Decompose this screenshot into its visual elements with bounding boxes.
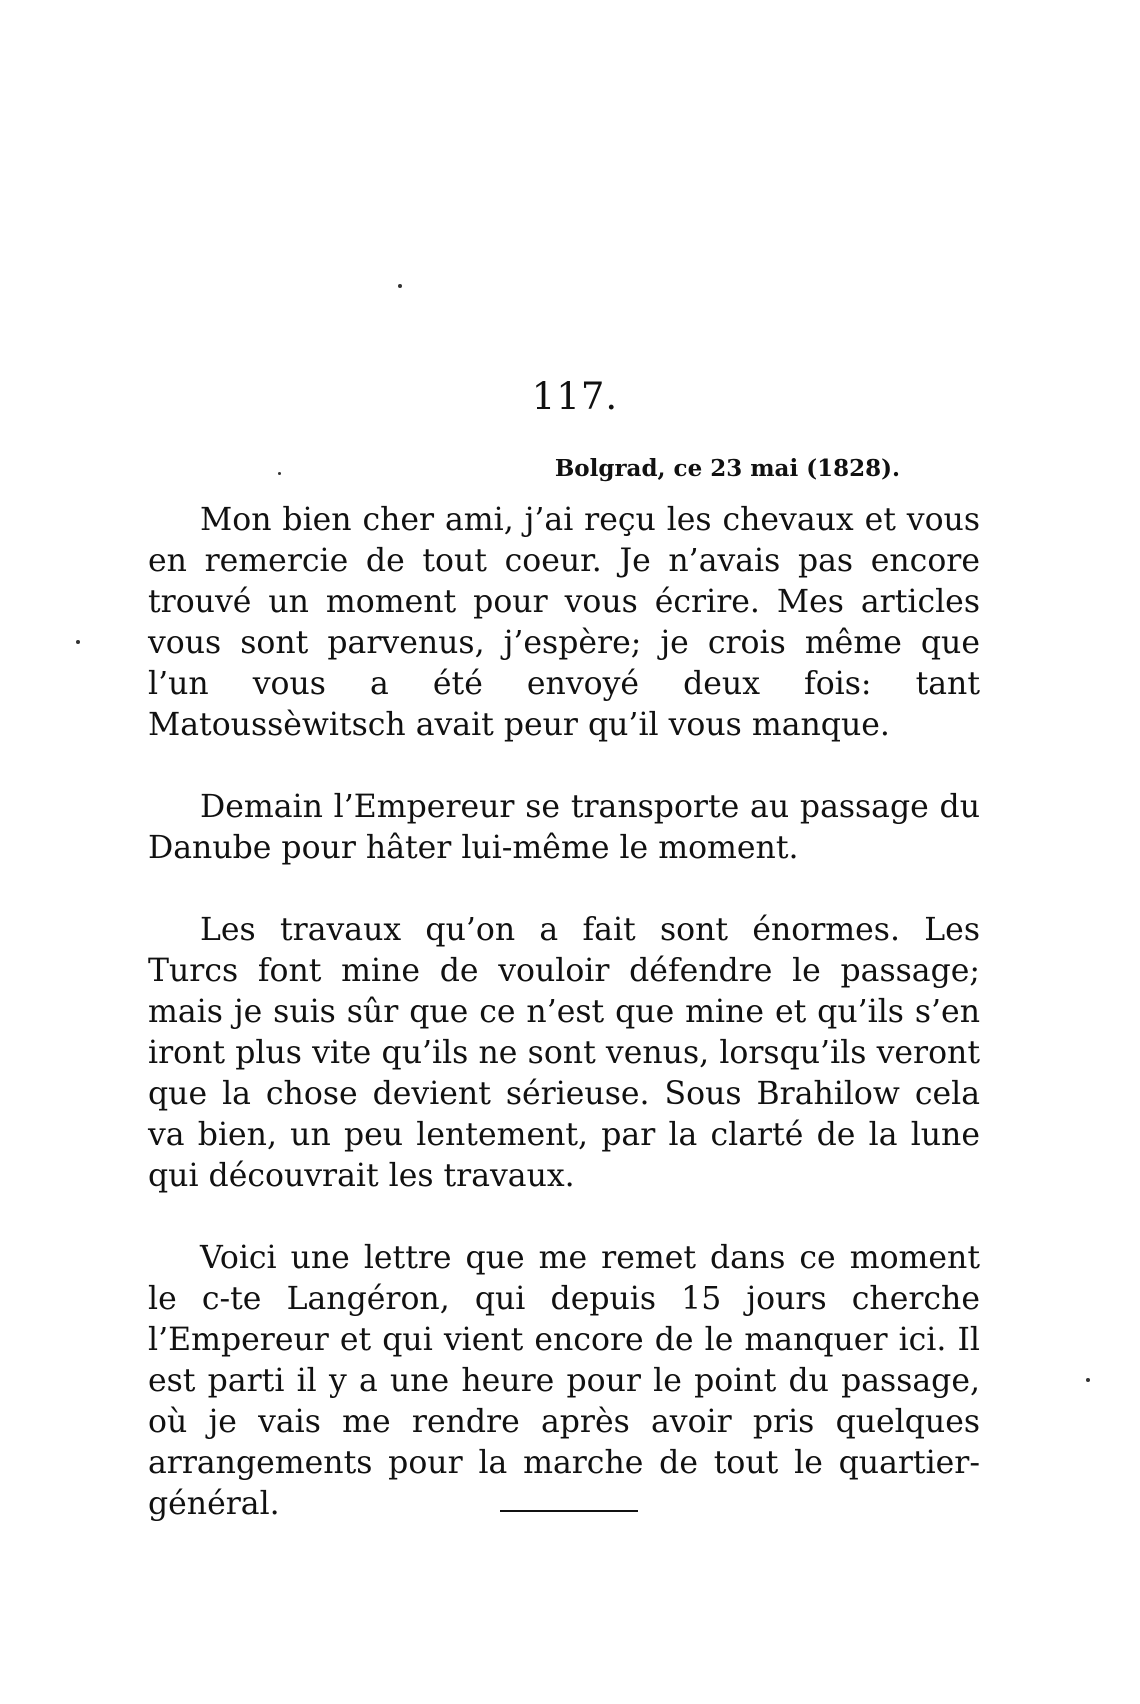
paragraph-2: Demain l’Empereur se transporte au passage du Danube pour hâter lui-même le moment. — [148, 789, 980, 866]
print-speck — [76, 640, 80, 644]
print-speck — [1086, 1378, 1090, 1382]
letter-number: 117. — [531, 375, 619, 418]
print-speck — [278, 472, 281, 475]
paragraph-4: Voici une lettre que me remet dans ce moment le c-te Langéron, qui depuis 15 jours cherche l’Empereur et qui vient encore de le manquer ici. Il est parti il y a une heure pour le point du passage, où je vais me rendre après avoir pris quelques arrangements pour la marche de tout le quartier-général. — [148, 1240, 980, 1522]
print-speck — [398, 284, 402, 288]
dateline: Bolgrad, ce 23 mai (1828). — [554, 455, 900, 482]
closing-rule — [500, 1510, 638, 1512]
letter-body — [148, 500, 980, 1566]
paragraph-3: Les travaux qu’on a fait sont énormes. Les Turcs font mine de vouloir défendre le passage; mais je suis sûr que ce n’est que mine et qu’ils s’en iront plus vite qu’ils ne sont venus, lorsqu’ils veront que la chose devient sérieuse. Sous Brahilow cela va bien, un peu lentement, par la clarté de la lune qui découvrait les travaux. — [148, 912, 980, 1194]
paragraph-1: Mon bien cher ami, j’ai reçu les chevaux et vous en remercie de tout coeur. Je n’avais pas encore trouvé un moment pour vous écrire. Mes articles vous sont parvenus, j’espère; je crois même que l’un vous a été envoyé deux fois: tant Matoussèwitsch avait peur qu’il vous manque. — [148, 502, 980, 743]
